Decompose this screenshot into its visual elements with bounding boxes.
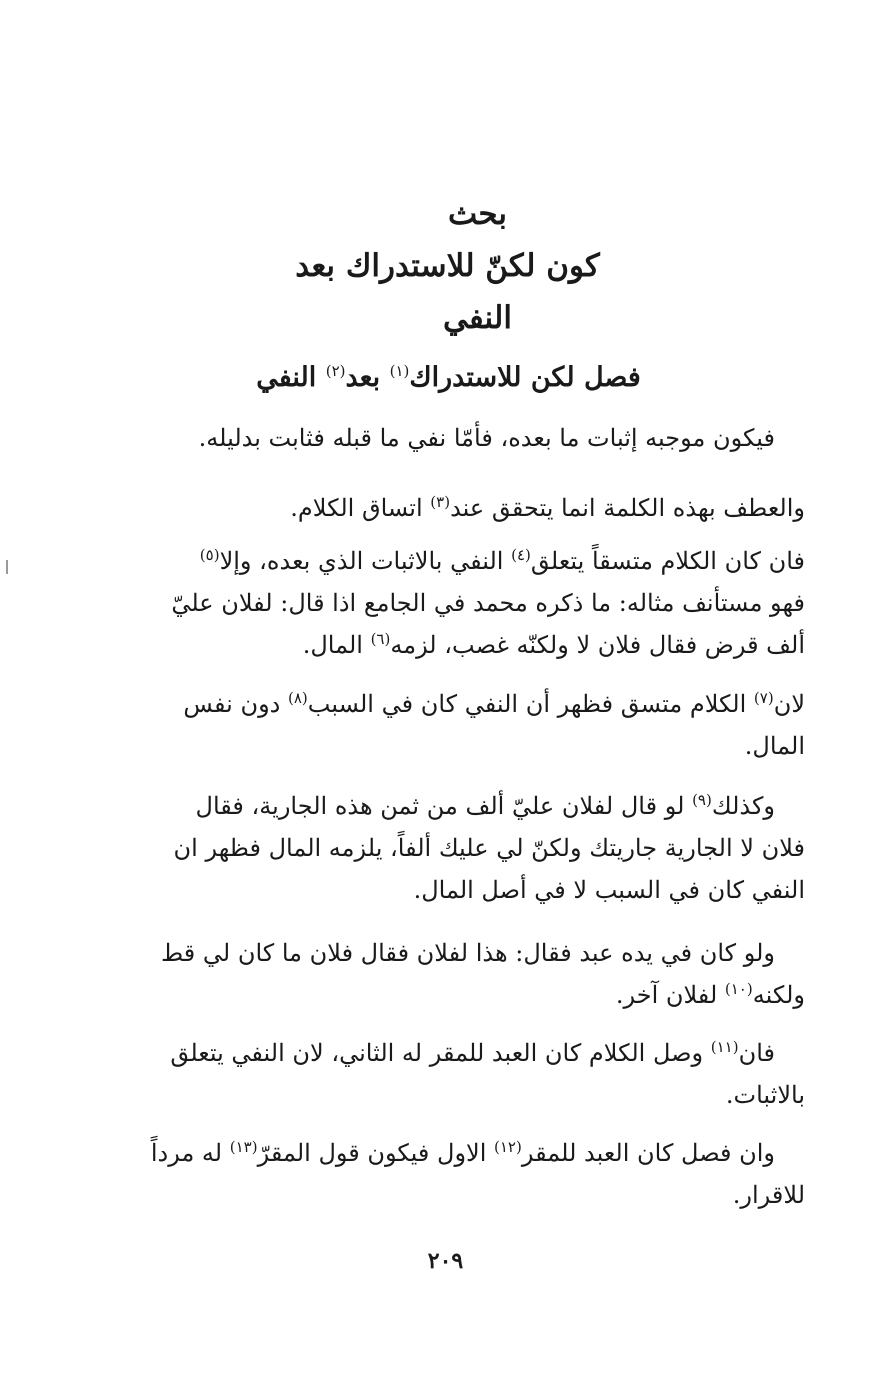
chapter-heading <box>0 188 885 344</box>
text-run: الاول فيكون قول المقرّ <box>257 1139 495 1167</box>
paragraph-line <box>125 624 805 666</box>
paragraph-line <box>125 683 805 725</box>
footnote-ref-12: (١٢) <box>494 1138 522 1156</box>
paragraph-line: فهو مستأنف مثاله: ما ذكره محمد في الجامع اذا قال: لفلان عليّ <box>171 589 805 617</box>
footnote-ref-11: (١١) <box>710 1038 739 1056</box>
footnote-ref-7: (٧) <box>753 689 774 707</box>
page-number <box>0 1248 885 1274</box>
footnote-ref-10: (١٠) <box>724 980 753 998</box>
text-run: وصل الكلام كان العبد للمقر له الثاني، لان النفي يتعلق <box>170 1039 711 1067</box>
paragraph-line: ولو كان في يده عبد فقال: هذا لفلان فقال فلان ما كان لي قط <box>161 939 775 967</box>
paragraph-line <box>125 487 805 529</box>
paragraph-3 <box>125 540 805 666</box>
paragraph-line: فلان لا الجارية جاريتك ولكنّ لي عليك ألفاً، يلزمه المال فظهر ان <box>173 834 805 862</box>
footnote-ref-5: (٥) <box>199 546 220 564</box>
paragraph-line <box>125 974 805 1016</box>
footnote-ref-6: (٦) <box>370 630 391 648</box>
paragraph-line: المال. <box>744 732 805 760</box>
paragraph-2 <box>125 487 805 529</box>
footnote-ref-8: (٨) <box>287 689 308 707</box>
text-run: النفي بالاثبات الذي بعده، وإلا <box>219 547 512 575</box>
text-run: ألف قرض فقال فلان لا ولكنّه غصب، لزمه <box>390 631 805 659</box>
heading-line-1: بحث <box>447 196 508 232</box>
text-run: لفلان آخر. <box>615 981 725 1009</box>
section-title-text-2: بعد <box>345 362 390 393</box>
section-title <box>0 355 885 401</box>
text-run: فان <box>738 1039 775 1067</box>
text-run: له مرداً <box>150 1139 230 1167</box>
paragraph-6 <box>125 932 805 1016</box>
paragraph-line: بالاثبات. <box>725 1081 805 1109</box>
margin-mark <box>6 560 8 574</box>
text-run: لان <box>773 690 805 718</box>
text-run: الكلام متسق فظهر أن النفي كان في السبب <box>307 690 754 718</box>
footnote-ref-1: (١) <box>389 362 410 380</box>
heading-line-2: كون لكنّ للاستدراك بعد <box>295 248 600 284</box>
paragraph-line <box>125 785 805 827</box>
footnote-ref-13: (١٣) <box>229 1138 258 1156</box>
paragraph-line: النفي كان في السبب لا في أصل المال. <box>413 876 805 904</box>
text-run: لو قال لفلان عليّ ألف من ثمن هذه الجارية، فقال <box>195 792 693 820</box>
text-run: المال. <box>302 631 371 659</box>
text-run: اتساق الكلام. <box>290 494 431 522</box>
paragraph-4 <box>125 683 805 767</box>
text-run: وكذلك <box>711 792 775 820</box>
text-run: ولكنه <box>752 981 805 1009</box>
text-run: وان فصل كان العبد للمقر <box>521 1139 775 1167</box>
paragraph-line <box>125 1132 805 1174</box>
paragraph-line: فيكون موجبه إثبات ما بعده، فأمّا نفي ما قبله فثابت بدليله. <box>198 424 775 452</box>
footnote-ref-2: (٢) <box>325 362 346 380</box>
paragraph-line <box>125 1032 805 1074</box>
page-number-text: ٢٠٩ <box>427 1248 464 1274</box>
footnote-ref-3: (٣) <box>430 493 451 511</box>
text-run: والعطف بهذه الكلمة انما يتحقق عند <box>450 494 805 522</box>
heading-line-3: النفي <box>443 300 512 336</box>
paragraph-5 <box>125 785 805 911</box>
text-run: دون نفس <box>183 690 288 718</box>
section-title-text-3: النفي <box>256 362 326 393</box>
footnote-ref-9: (٩) <box>692 791 712 809</box>
paragraph-8 <box>125 1132 805 1216</box>
section-title-text-1: فصل لكن للاستدراك <box>409 362 641 393</box>
paragraph-1 <box>125 417 805 459</box>
footnote-ref-4: (٤) <box>511 546 531 564</box>
paragraph-line <box>125 540 805 582</box>
paragraph-7 <box>125 1032 805 1116</box>
paragraph-line: للاقرار. <box>732 1181 805 1209</box>
text-run: فان كان الكلام متسقاً يتعلق <box>530 547 805 575</box>
